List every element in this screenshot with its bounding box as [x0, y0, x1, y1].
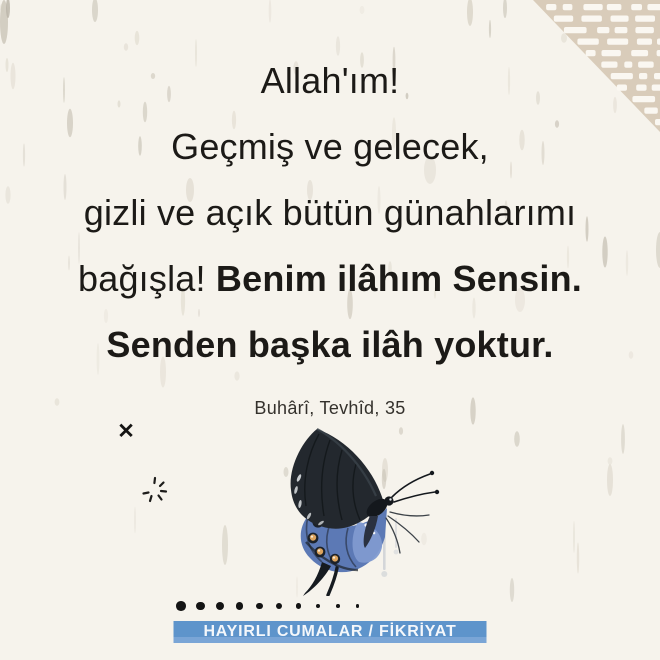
footer-banner [174, 621, 487, 643]
dot [296, 603, 301, 608]
dot [196, 602, 205, 611]
quote-source: Buhârî, Tevhîd, 35 [254, 398, 406, 418]
quote-line-4 [0, 246, 660, 312]
butterfly-icon [278, 424, 448, 596]
dot [336, 604, 340, 608]
quote-line-5: Senden başka ilâh yoktur. [106, 324, 554, 365]
dot [316, 604, 320, 608]
quote-text [0, 48, 660, 378]
quote-line-4-bold: Benim ilâhım Sensin. [205, 258, 582, 299]
dot [216, 602, 224, 610]
dot [176, 601, 186, 611]
quote-line-4-regular: bağışla! [78, 258, 206, 299]
footer-banner-label: HAYIRLI CUMALAR / FİKRİYAT [203, 623, 457, 640]
dot [276, 603, 282, 609]
quote-line-3: gizli ve açık bütün günahlarımı [83, 192, 577, 233]
sparkle-icon [141, 476, 169, 504]
dot [356, 604, 359, 607]
dot [236, 602, 243, 609]
quote-line-2: Geçmiş ve gelecek, [171, 126, 489, 167]
dot [256, 603, 263, 610]
cross-icon: ✕ [117, 420, 135, 443]
quote-line-1: Allah'ım! [260, 60, 400, 101]
butterfly-antennae [392, 471, 439, 502]
butterfly-legs [386, 512, 429, 553]
